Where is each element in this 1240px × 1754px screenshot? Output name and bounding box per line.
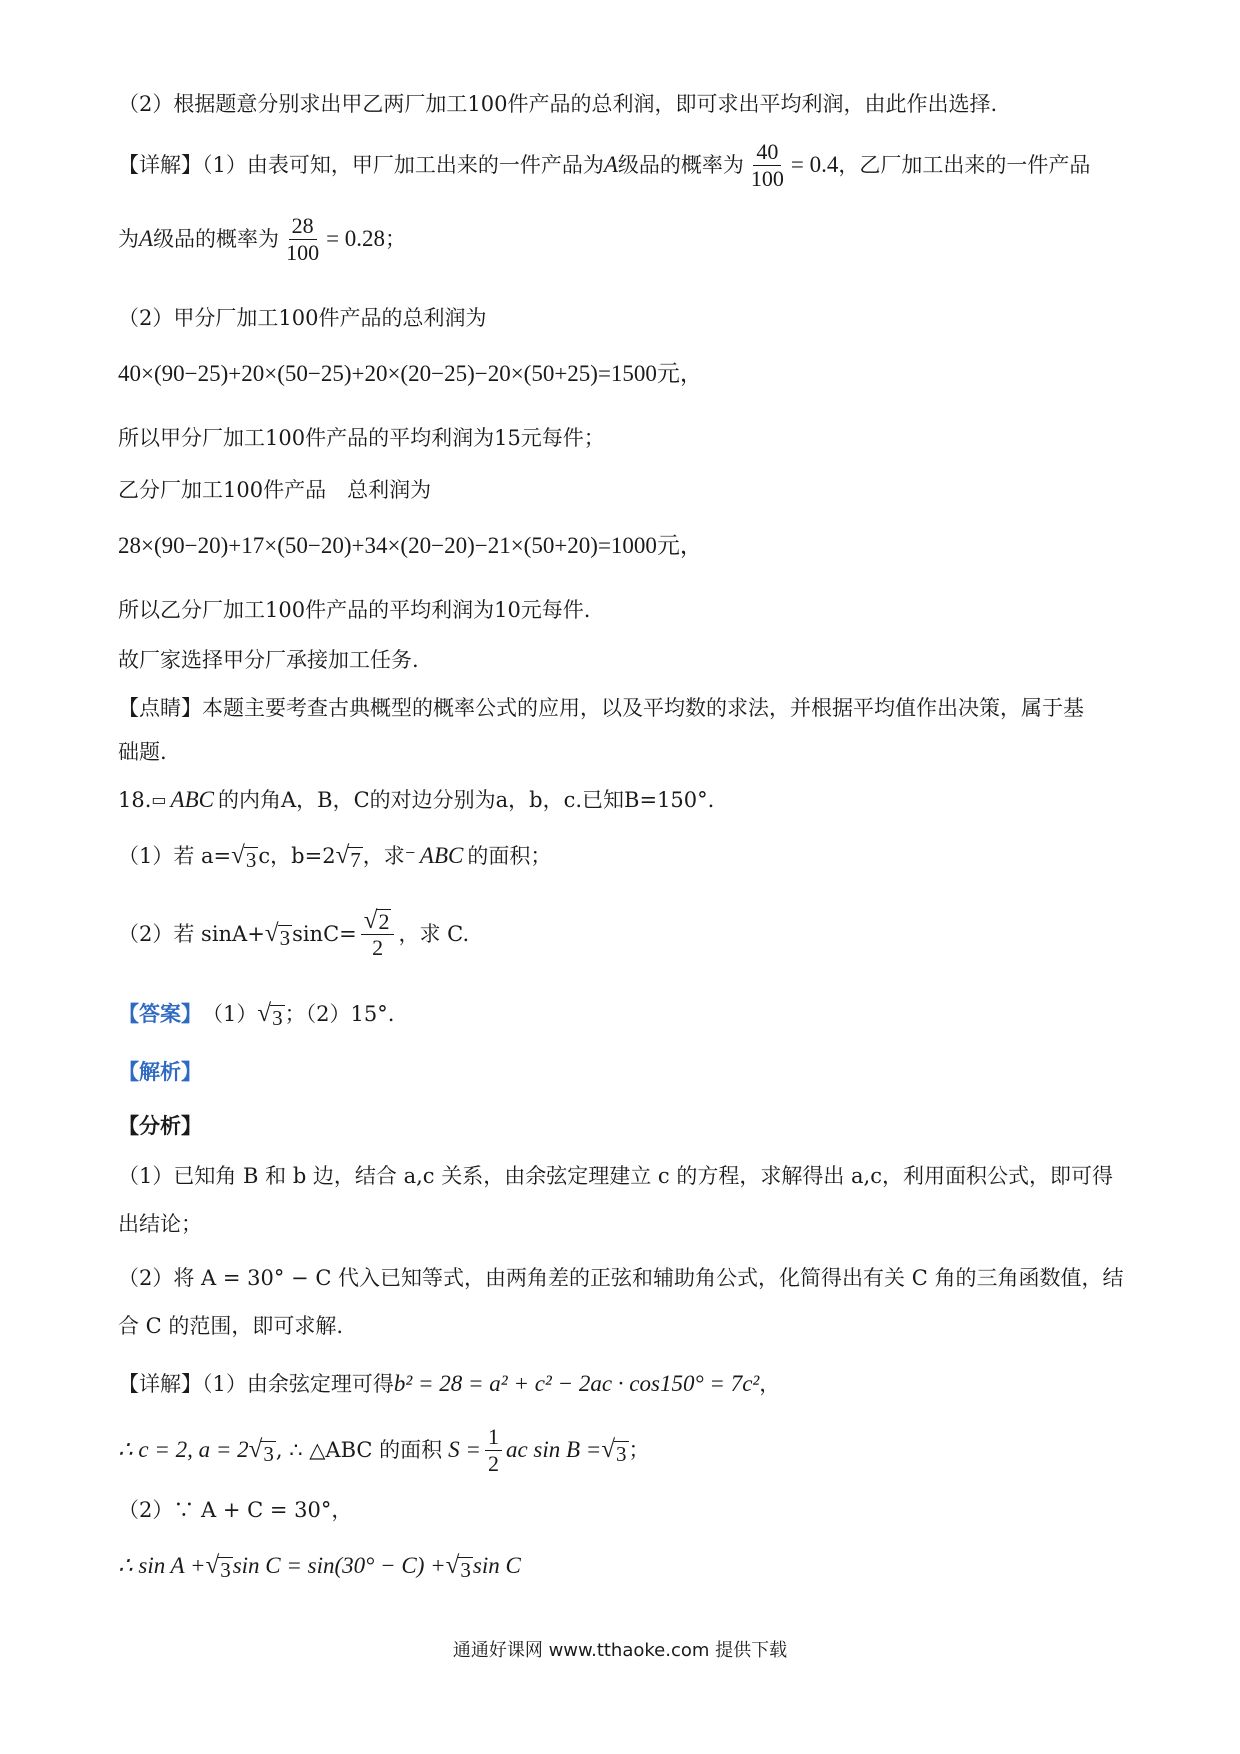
math-var: A [139, 226, 154, 251]
text: （2）∵ A + C = 30°， [118, 1498, 353, 1522]
radicand: 7 [350, 848, 361, 872]
triangle-glyph: ⁻ [404, 844, 416, 868]
text: , ∴ △ABC 的面积 [275, 1438, 443, 1462]
radicand: 2 [378, 908, 390, 934]
text: 出结论； [118, 1212, 202, 1236]
text: 础题. [118, 740, 167, 764]
line-fenxi-2a [118, 1262, 1128, 1294]
text: c，b=2 [258, 844, 336, 868]
math-var: A [603, 152, 618, 177]
radicand: 3 [263, 1442, 274, 1466]
numerator: 40 [753, 139, 781, 166]
text: ，求 [362, 844, 405, 868]
text: ，乙厂加工出来的一件产品 [838, 153, 1091, 177]
math-expr: 28×(90−20)+17×(50−20)+34×(20−20)−21×(50+20)=1000元， [118, 533, 703, 558]
denominator: 100 [286, 239, 320, 265]
text: 乙分厂加工100件产品 总利润为 [118, 478, 432, 502]
math-expr: 40×(90−25)+20×(50−25)+20×(20−25)−20×(50+25)=1500元， [118, 361, 703, 386]
radicand: 3 [460, 1558, 471, 1582]
text: ； [628, 1438, 650, 1462]
math-expr: sin C = sin(30° − C) + [232, 1553, 446, 1578]
denominator: 100 [750, 165, 784, 191]
math-expr: ∴ sin A + [118, 1553, 206, 1578]
analysis-label: 【解析】 [118, 1059, 202, 1084]
line-profit-a-formula [118, 358, 1128, 390]
line-detail-area [118, 1422, 1128, 1478]
text: 级品的概率为 [153, 227, 280, 251]
math-expr: sin C [472, 1553, 521, 1578]
text: 合 C 的范围，即可求解. [118, 1314, 344, 1338]
line-detail-1 [118, 140, 1128, 190]
line-detail-sin [118, 1550, 1128, 1582]
text: 为 [118, 227, 139, 251]
question-number: 18. [118, 788, 152, 812]
line-profit-b-avg [118, 594, 1128, 626]
line-profit-b-formula [118, 530, 1128, 562]
line-fenxi-label [118, 1110, 1128, 1142]
radicand: 3 [220, 1558, 231, 1582]
line-question-18-part1 [118, 840, 1128, 872]
line-profit-b-title [118, 474, 1128, 506]
text: 的内角A，B，C的对边分别为a，b，c.已知B=150°. [217, 788, 715, 812]
radicand: 3 [245, 848, 257, 872]
line-conclusion [118, 644, 1128, 676]
text: 的面积； [467, 844, 552, 868]
sqrt: √ 3 [248, 1436, 274, 1466]
denominator: 2 [487, 1450, 499, 1476]
line-profit-a-title [118, 302, 1128, 334]
line-detail-cosine [118, 1368, 1128, 1400]
radicand: 3 [272, 1006, 283, 1030]
denominator: 2 [372, 934, 384, 960]
line-analysis-label [118, 1056, 1128, 1088]
line-detail-2 [118, 214, 1128, 264]
fenxi-label: 【分析】 [118, 1113, 202, 1138]
text: （2）若 sinA+ [118, 922, 265, 946]
footer-watermark [0, 1636, 1240, 1662]
text: （1）若 a= [118, 844, 232, 868]
sqrt: √ 3 [601, 1436, 627, 1466]
radicand: 3 [616, 1442, 627, 1466]
text: 【详解】（1）由表可知，甲厂加工出来的一件产品为 [118, 153, 604, 177]
radicand: 3 [279, 926, 291, 950]
text: 【点睛】本题主要考查古典概型的概率公式的应用，以及平均数的求法，并根据平均值作出决策，属于基 [118, 696, 1084, 720]
math-expr: = 0.4 [790, 152, 839, 177]
triangle-glyph: ▭ [151, 790, 167, 809]
line-comment-2 [118, 736, 1128, 768]
footer-text: 通通好课网 www.tthaoke.com 提供下载 [452, 1640, 788, 1661]
fraction [748, 139, 787, 192]
math-var: ABC [419, 843, 464, 868]
sqrt: √ 3 [445, 1552, 471, 1582]
fraction [485, 1424, 502, 1477]
text: 所以甲分厂加工100件产品的平均利润为15元每件； [118, 426, 605, 450]
text: 【详解】（1）由余弦定理可得 [118, 1372, 394, 1396]
line-question-18-part2 [118, 906, 1128, 962]
numerator: √ 2 [361, 908, 395, 935]
sqrt: √ 7 [335, 842, 361, 872]
fraction [361, 908, 395, 961]
sqrt: √ 3 [231, 842, 257, 872]
line-part2-hint [118, 88, 1128, 120]
math-expr: = 0.28 [326, 226, 386, 251]
text: 故厂家选择甲分厂承接加工任务. [118, 648, 419, 672]
line-comment-1 [118, 692, 1128, 724]
text: 所以乙分厂加工100件产品的平均利润为10元每件. [118, 598, 591, 622]
text: sinC= [292, 922, 357, 946]
line-profit-a-avg [118, 422, 1128, 454]
sqrt: √ 3 [264, 920, 291, 950]
math-var: S = [448, 1437, 481, 1462]
line-fenxi-1b [118, 1208, 1128, 1240]
math-expr: ac sin B = [505, 1437, 602, 1462]
line-fenxi-1a [118, 1160, 1128, 1192]
math-var: ABC [170, 787, 214, 812]
line-answer [118, 998, 1128, 1030]
text: （2）根据题意分别求出甲乙两厂加工100件产品的总利润，即可求出平均利润，由此作出选择. [118, 92, 998, 116]
numerator: 1 [485, 1424, 502, 1451]
line-fenxi-2b [118, 1310, 1128, 1342]
text: （1） [202, 1002, 258, 1026]
line-question-18 [118, 784, 1128, 816]
sqrt: √ 3 [205, 1552, 231, 1582]
text: （2）甲分厂加工100件产品的总利润为 [118, 306, 487, 330]
fraction [283, 213, 322, 266]
math-expr: b² = 28 = a² + c² − 2ac · cos150° = 7c² [393, 1371, 760, 1396]
text: （2）将 A = 30° − C 代入已知等式，由两角差的正弦和辅助角公式，化简得出有关 C 角的三角函数值，结 [118, 1266, 1124, 1290]
numerator: 28 [289, 213, 317, 240]
text: （1）已知角 B 和 b 边，结合 a,c 关系，由余弦定理建立 c 的方程，求解得出 a,c，利用面积公式，即可得 [118, 1164, 1113, 1188]
math-expr: ∴ c = 2, a = 2 [118, 1437, 249, 1462]
line-detail-part2 [118, 1494, 1128, 1526]
sqrt: √ 3 [257, 1000, 283, 1030]
text: ， [759, 1372, 781, 1396]
text: ；（2）15°. [284, 1002, 395, 1026]
answer-label: 【答案】 [118, 1001, 202, 1026]
text: 级品的概率为 [617, 153, 744, 177]
text: ，求 C. [398, 922, 470, 946]
text: ； [385, 227, 407, 251]
